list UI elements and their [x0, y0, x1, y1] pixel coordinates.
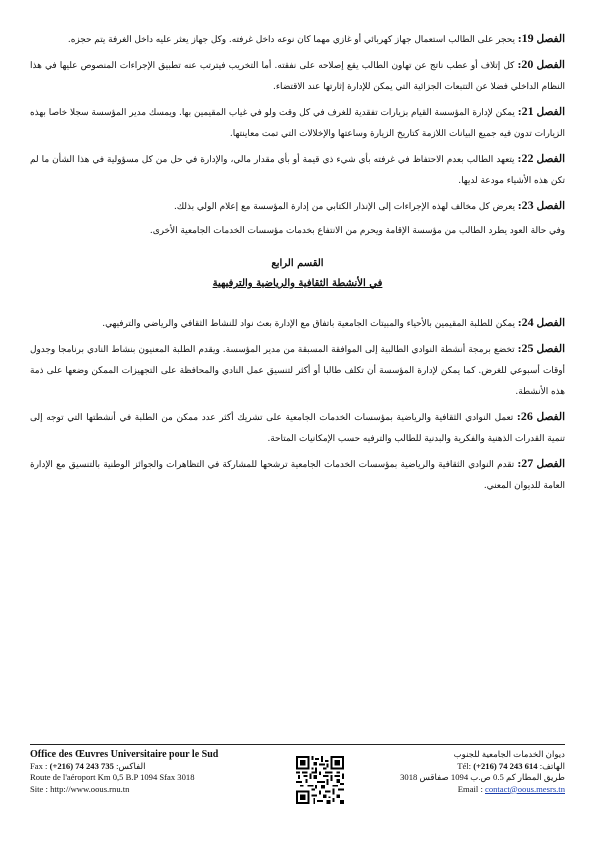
footer-tel: Tél: (+216) 74 243 614 الهاتف:: [457, 760, 565, 771]
article-paragraph: [30, 453, 565, 497]
article-label: الفصل: [536, 106, 565, 118]
article-text: يمكن للطلبة المقيمين بالأحياء والمبيتات الجامعية باتفاق مع الإدارة بعث نواد للنشاط الثقافي والرياضي والترفيهي.: [102, 319, 518, 329]
footer-right: [325, 749, 565, 795]
article-paragraph: [30, 338, 565, 403]
footer-site: Site : http://www.oous.rnu.tn: [30, 783, 130, 794]
footer-email: Email : contact@oous.mesrs.tn: [457, 783, 565, 794]
article-paragraph: [30, 406, 565, 450]
article-paragraph: [30, 54, 565, 98]
section-subtitle: في الأنشطة الثقافية والرياضية والترفيهية: [212, 278, 383, 289]
article-separator: :: [517, 317, 522, 329]
article-separator: :: [517, 33, 522, 45]
article-separator: :: [516, 411, 521, 423]
article-number: 20: [521, 57, 534, 71]
article-separator: :: [517, 458, 522, 470]
article-number: 23: [521, 198, 534, 212]
footer-fax: Fax : (+216) 74 243 735 الفاكس:: [30, 760, 146, 771]
article-number: 22: [521, 151, 534, 165]
article-label: الفصل: [536, 59, 565, 71]
article-label: الفصل: [536, 317, 565, 329]
article-number: 25: [521, 341, 534, 355]
article-paragraph: [30, 148, 565, 192]
article-text: يتعهد الطالب بعدم الاحتفاظ في غرفته بأي شيء ذي قيمة أو بأي مقدار مالي، والإدارة في حل من كل مسؤولية في هذا الشأن ما لم تكن هذه الأشياء مودعة لديها.: [30, 155, 565, 186]
article-separator: :: [517, 343, 522, 355]
article-paragraph: [30, 28, 565, 51]
article-number: 26: [520, 409, 533, 423]
article-number: 27: [521, 456, 534, 470]
footer-org-ar: ديوان الخدمات الجامعية للجنوب: [453, 749, 565, 759]
article-text: يمكن لإدارة المؤسسة القيام بزيارات تفقدية للغرف في كل وقت ولو في غياب المقيمين بها. ويمسك مدير المؤسسة سجلا خاصا بهذه الزيارات تدون فيه جميع البيانات اللازمة كتاريخ الزيارة وساعتها والإخلالات التي تمت معاينتها.: [30, 108, 565, 139]
article-text: يحجر على الطالب استعمال جهاز كهربائي أو غازي مهما كان نوعه داخل غرفته. وكل جهاز يعثر عليه داخل الغرفة يتم حجزه.: [67, 35, 518, 45]
article-label: الفصل: [536, 33, 565, 45]
article-text: كل إتلاف أو عطب ناتج عن تهاون الطالب يقع إصلاحه على نفقته. أما التخريب فيترتب عنه تطبيق الإجراءات المنصوص عليها في هذا النظام الداخلي فضلا عن التتبعات الجزائية التي يمكن للإدارة إثارتها عند الاقتضاء.: [30, 61, 565, 92]
article-label: الفصل: [536, 458, 565, 470]
article-text: تخضع برمجة أنشطة النوادي الطالبية إلى الموافقة المسبقة من مدير المؤسسة. ويقدم الطلبة المعنيون بنشاط النادي برنامجا وجدول أوقات أسبوعي للغرض. كما يمكن لإدارة المؤسسة أن تكلف طالبا أو أكثر لتنسيق عمل النادي والمحافظة على التجهيزات الممكن وضعها على ذمة هذه الأنشطة.: [30, 345, 565, 397]
footer-address-fr: Route de l'aéroport Km 0,5 B.P 1094 Sfax 3018: [30, 772, 195, 782]
article-label: الفصل: [536, 411, 565, 423]
email-link[interactable]: contact@oous.mesrs.tn: [485, 783, 565, 794]
article-number: 19: [521, 31, 534, 45]
article-text: يعرض كل مخالف لهذه الإجراءات إلى الإنذار الكتابي من إدارة المؤسسة مع إعلام الولي بذلك.: [173, 202, 518, 212]
article-separator: :: [517, 200, 522, 212]
closing-sentence: وفي حالة العود يطرد الطالب من مؤسسة الإقامة ويحرم من الانتفاع بخدمات مؤسسات الخدمات الجامعية الأخرى.: [149, 226, 565, 236]
site-link[interactable]: http://www.oous.rnu.tn: [50, 783, 130, 794]
article-separator: :: [517, 106, 522, 118]
section-heading: [30, 254, 565, 294]
article-label: الفصل: [536, 153, 565, 165]
article-number: 24: [521, 315, 534, 329]
footer-address-ar: طريق المطار كم 0.5 ص.ب 1094 صفاقس 3018: [400, 772, 565, 782]
page-body: [30, 28, 565, 500]
article-label: الفصل: [536, 200, 565, 212]
article-paragraph: [30, 312, 565, 335]
article-label: الفصل: [536, 343, 565, 355]
footer-org-fr: Office des Œuvres Universitaire pour le Sud: [30, 749, 219, 760]
article-separator: :: [517, 153, 522, 165]
articles-top: [30, 28, 565, 218]
article-text: تقدم النوادي الثقافية والرياضية بمؤسسات الخدمات الجامعية ترشحها للمشاركة في التظاهرات والجوائز الوطنية بالتنسيق مع الإدارة العامة للديوان المعني.: [30, 460, 565, 491]
article-paragraph: [30, 195, 565, 218]
articles-bottom: [30, 312, 565, 497]
footer-left: [30, 749, 270, 795]
article-separator: :: [517, 59, 522, 71]
article-number: 21: [521, 104, 534, 118]
footer-divider: [30, 744, 565, 745]
article-text: تعمل النوادي الثقافية والرياضية بمؤسسات الخدمات الجامعية على تشريك أكثر عدد ممكن من الطلبة في أنشطتها التي توجه إلى تنمية القدرات الذهنية والفكرية والبدنية للطالب والترفيه حسب الإمكانيات المتاحة.: [30, 413, 565, 444]
section-title: القسم الرابع: [271, 258, 324, 269]
article-paragraph: [30, 101, 565, 145]
